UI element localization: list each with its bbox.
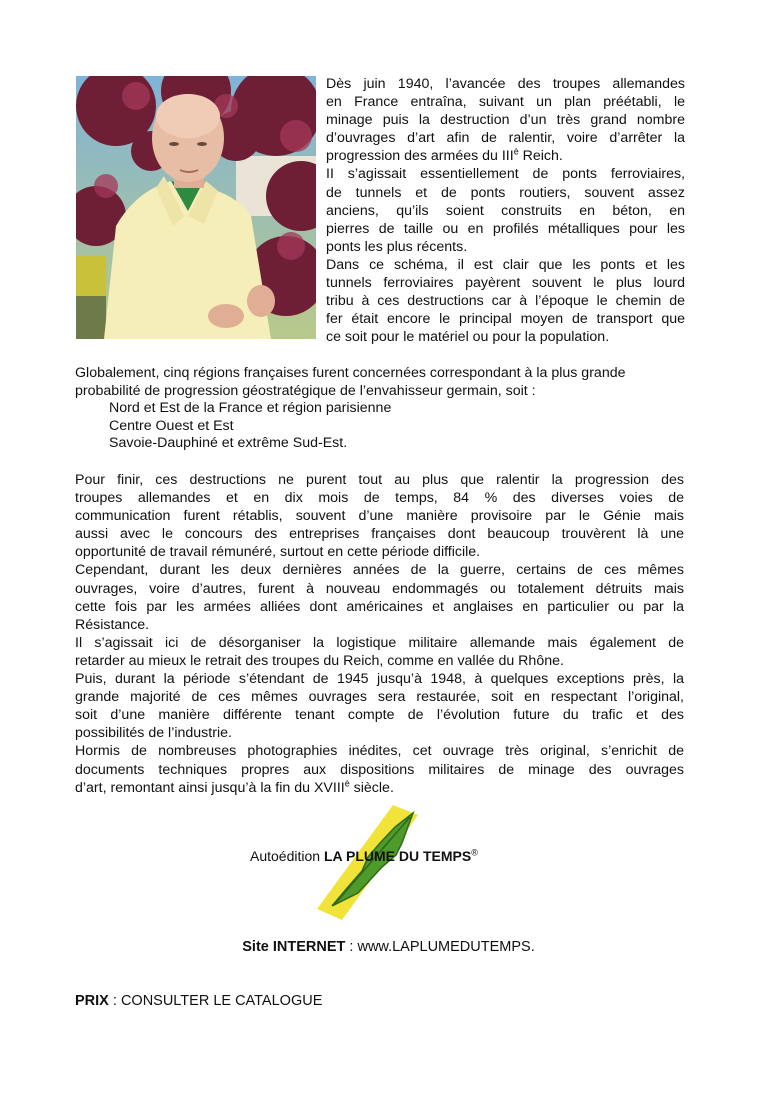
text-line: minage puis la destruction d’un très grand nombre: [326, 112, 685, 129]
region-item: Savoie-Dauphiné et extrême Sud-Est.: [109, 435, 348, 452]
text-line: cette fois par les armées alliées dont américaines et anglaises en particulier ou par la: [75, 598, 684, 615]
text-line: Hormis de nombreuses photographies inédites, cet ouvrage très original, s’enrichit de: [75, 743, 684, 760]
text-line: Résistance.: [75, 616, 150, 633]
separator: :: [108, 993, 121, 1009]
text-line: opportunité de travail rémunéré, surtout en cette période difficile.: [75, 544, 481, 561]
separator: :: [345, 939, 358, 955]
text-line: documents techniques propres aux dispositions militaires de minage des ouvrages: [75, 761, 684, 778]
text-line: de tunnels et de ponts routiers, souvent assez: [326, 184, 685, 201]
superscript: è: [513, 146, 519, 157]
text-fragment: siècle.: [349, 779, 394, 796]
text-line: Dans ce schéma, il est clair que les ponts et les: [326, 256, 685, 273]
text-line: fer était encore le principal moyen de transport que: [326, 311, 685, 328]
text-line: anciens, qu’ils soient construits en béton, en: [326, 202, 685, 219]
text-line: ouvrages, voire d’autres, furent à nouveau endommagés ou totalement détruits mais: [75, 580, 684, 597]
body-paragraph: [75, 471, 684, 797]
text-line: Puis, durant la période s’étendant de 1945 jusqu’à 1948, à quelques exceptions près, la: [75, 671, 684, 688]
text-line: [326, 147, 685, 165]
text-line: troupes allemandes et en dix mois de temps, 84 % des diverses voies de: [75, 490, 684, 507]
text-line: pierres de taille ou en profilés métalliques pour les: [326, 220, 685, 237]
text-line: grande majorité de ces mêmes ouvrages sera restaurée, soit en respectant l’original,: [75, 689, 684, 706]
text-line: retarder au mieux le retrait des troupes du Reich, comme en vallée du Rhône.: [75, 652, 564, 669]
text-line: ponts les plus récents.: [326, 238, 468, 255]
text-line: tribu à ces destructions car à l’époque le chemin de: [326, 293, 685, 310]
text-line: II s’agissait essentiellement de ponts ferroviaires,: [326, 166, 685, 183]
author-portrait-photo: [76, 76, 316, 339]
site-label: Site INTERNET: [242, 939, 346, 955]
price-value: CONSULTER LE CATALOGUE: [120, 993, 323, 1009]
text-line: Globalement, cinq régions françaises furent concernées correspondant à la plus grande: [75, 365, 626, 381]
regions-intro-paragraph: [75, 364, 684, 400]
text-line: communication furent rétablis, souvent d’une manière provisoire par le Génie mais: [75, 508, 684, 525]
site-url[interactable]: www.LAPLUMEDUTEMPS.: [357, 939, 535, 955]
text-line: d’ouvrages d’art afin de ralentir, voire d’arrêter la: [326, 130, 685, 147]
publisher-prefix: Autoédition: [250, 848, 324, 864]
publisher-name: LA PLUME DU TEMPS: [323, 848, 472, 864]
author-portrait-icon: [76, 76, 316, 339]
region-item: Centre Ouest et Est: [109, 417, 234, 434]
region-item: Nord et Est de la France et région parisienne: [109, 400, 392, 416]
text-line: Il s’agissait ici de désorganiser la logistique militaire allemande mais également de: [75, 634, 684, 651]
registered-mark: ®: [471, 847, 478, 858]
publisher-line: [250, 848, 478, 864]
text-line: aussi avec le concours des entreprises françaises dont beaucoup trouvèrent là une: [75, 526, 684, 543]
text-line: en France entraîna, suivant un plan préétabli, le: [326, 94, 685, 111]
text-line: Cependant, durant les deux dernières années de la guerre, certains de ces mêmes: [75, 562, 684, 579]
text-line: soit d’une manière différente tenant compte de l’évolution future du trafic et des: [75, 707, 684, 724]
text-line: ce soit pour le matériel ou pour la population.: [326, 329, 610, 346]
text-line: [75, 779, 684, 797]
text-fragment: d’art, remontant ainsi jusqu’à la fin du XVIII: [75, 779, 345, 796]
regions-list: [109, 400, 391, 453]
text-fragment: Reich.: [518, 148, 563, 165]
text-fragment: progression des armées du III: [326, 148, 514, 165]
text-line: Dès juin 1940, l’avancée des troupes allemandes: [326, 76, 685, 92]
text-line: Pour finir, ces destructions ne purent tout au plus que ralentir la progression des: [75, 472, 684, 488]
price-label: PRIX: [75, 993, 109, 1009]
text-line: tunnels ferroviaires payèrent souvent le plus lourd: [326, 275, 685, 292]
intro-paragraph: [326, 75, 685, 346]
website-line: [0, 939, 777, 955]
price-line: [75, 993, 322, 1009]
superscript: è: [344, 777, 350, 788]
text-line: possibilités de l’industrie.: [75, 725, 232, 742]
text-line: probabilité de progression géostratégique de l’envahisseur germain, soit :: [75, 383, 536, 400]
